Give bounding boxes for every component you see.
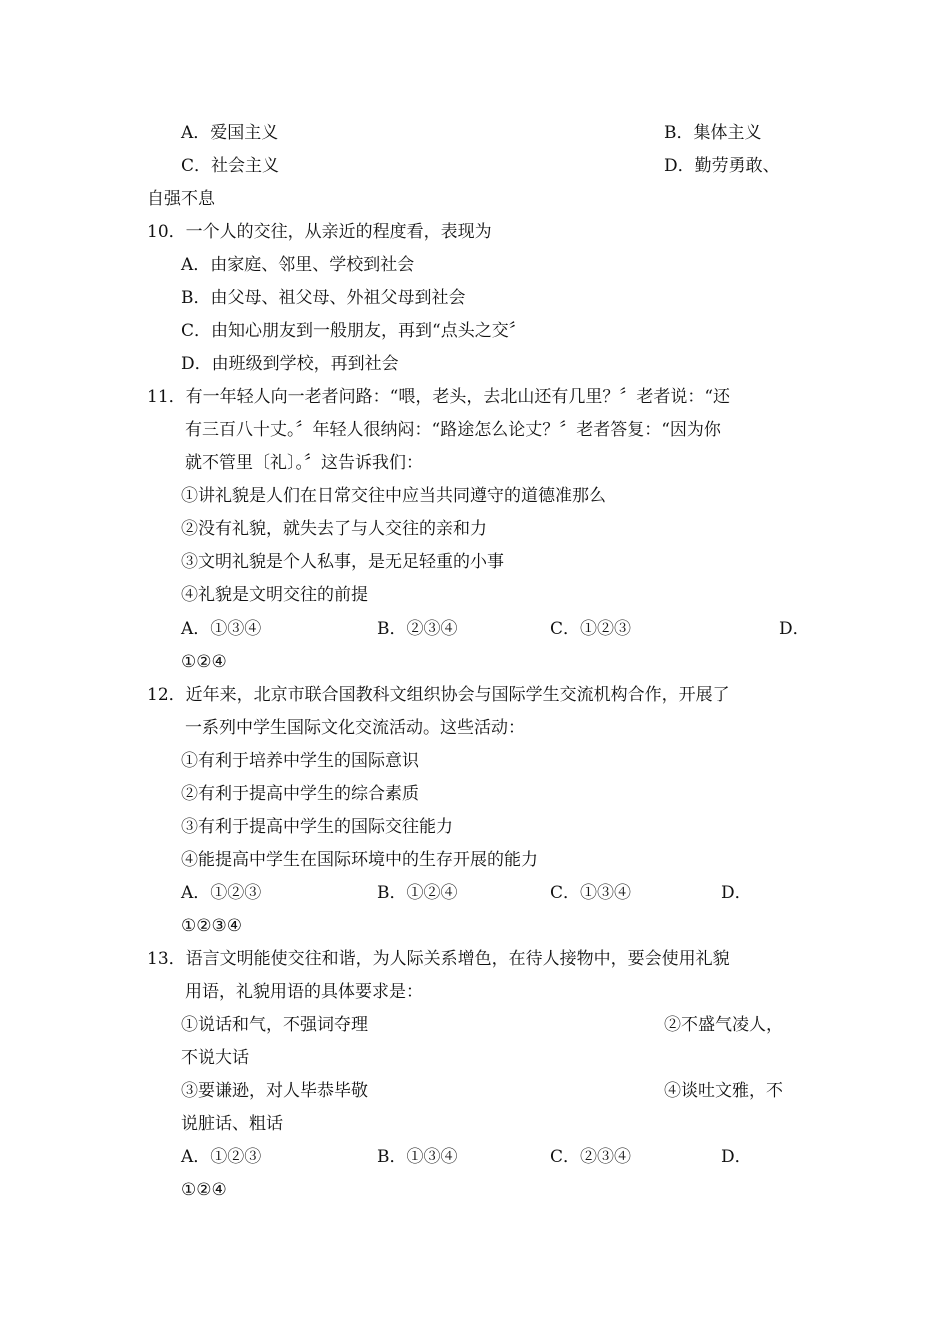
q13-statement-2-continued: 不说大话 — [181, 1048, 249, 1068]
q11-statement-1: ①讲礼貌是人们在日常交往中应当共同遵守的道德准那么 — [181, 486, 606, 506]
q10-option-d: D．由班级到学校，再到社会 — [181, 354, 399, 374]
q11-option-d: D． — [779, 619, 810, 639]
q12-statement-3: ③有利于提高中学生的国际交往能力 — [181, 817, 453, 837]
q10-stem: 10．一个人的交往，从亲近的程度看，表现为 — [147, 222, 492, 242]
q12-statement-1: ①有利于培养中学生的国际意识 — [181, 751, 419, 771]
q11-statement-4: ④礼貌是文明交往的前提 — [181, 585, 368, 605]
q11-option-b: B．②③④ — [377, 619, 458, 639]
q12-option-d: D． — [721, 883, 752, 903]
q12-statement-4: ④能提高中学生在国际环境中的生存开展的能力 — [181, 850, 538, 870]
q11-option-c: C．①②③ — [550, 619, 632, 639]
q12-statement-2: ②有利于提高中学生的综合素质 — [181, 784, 419, 804]
q9-option-d-continued: 自强不息 — [147, 189, 215, 209]
q13-stem-line-2: 用语，礼貌用语的具体要求是： — [185, 982, 423, 1002]
q9-option-a: A．爱国主义 — [181, 123, 279, 143]
q12-stem-line-2: 一系列中学生国际文化交流活动。这些活动： — [185, 718, 525, 738]
q12-option-b: B．①②④ — [377, 883, 458, 903]
q12-option-d-answer: ①②③④ — [181, 916, 242, 936]
q13-statement-1: ①说话和气，不强词夺理 — [181, 1015, 368, 1035]
q11-option-d-answer: ①②④ — [181, 652, 227, 672]
q9-option-d: D．勤劳勇敢、 — [664, 156, 780, 176]
q13-option-d: D． — [721, 1147, 752, 1167]
q12-option-c: C．①③④ — [550, 883, 632, 903]
q11-stem-line-3: 就不管里〔礼〕。〞这告诉我们： — [185, 453, 423, 473]
q11-statement-2: ②没有礼貌，就失去了与人交往的亲和力 — [181, 519, 487, 539]
q12-option-a: A．①②③ — [181, 883, 262, 903]
q13-option-b: B．①③④ — [377, 1147, 458, 1167]
q13-stem: 13．语言文明能使交往和谐，为人际关系增色，在待人接物中，要会使用礼貌 — [147, 949, 730, 969]
q13-statement-2: ②不盛气凌人， — [664, 1015, 783, 1035]
q9-option-b: B．集体主义 — [664, 123, 762, 143]
q10-option-b: B．由父母、祖父母、外祖父母到社会 — [181, 288, 466, 308]
q13-option-d-answer: ①②④ — [181, 1180, 227, 1200]
q13-statement-3: ③要谦逊，对人毕恭毕敬 — [181, 1081, 368, 1101]
q11-stem-line-2: 有三百八十丈。〞年轻人很纳闷：“路途怎么论丈？〞老者答复：“因为你 — [185, 420, 721, 440]
q11-stem: 11．有一年轻人向一老者问路：“喂，老头，去北山还有几里？〞老者说：“还 — [147, 387, 731, 407]
q10-option-a: A．由家庭、邻里、学校到社会 — [181, 255, 415, 275]
q9-option-c: C．社会主义 — [181, 156, 280, 176]
q13-option-a: A．①②③ — [181, 1147, 262, 1167]
q13-option-c: C．②③④ — [550, 1147, 632, 1167]
q10-option-c: C．由知心朋友到一般朋友，再到“点头之交〞 — [181, 321, 526, 341]
q11-statement-3: ③文明礼貌是个人私事，是无足轻重的小事 — [181, 552, 504, 572]
q12-stem: 12．近年来，北京市联合国教科文组织协会与国际学生交流机构合作，开展了 — [147, 685, 730, 705]
q11-option-a: A．①③④ — [181, 619, 262, 639]
q13-statement-4: ④谈吐文雅，不 — [664, 1081, 783, 1101]
q13-statement-4-continued: 说脏话、粗话 — [181, 1114, 283, 1134]
